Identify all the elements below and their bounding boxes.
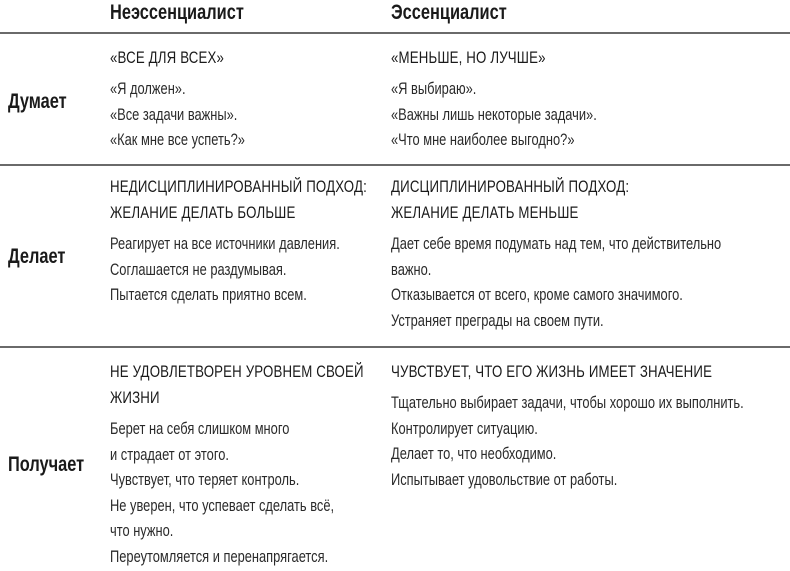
row-label-text: Думает xyxy=(8,90,67,113)
column-header-nonessentialist xyxy=(110,0,282,26)
cell-body xyxy=(391,391,771,493)
body-line: Контролирует ситуацию. xyxy=(391,419,538,438)
title-line: ДИСЦИПЛИНИРОВАННЫЙ ПОДХОД: xyxy=(391,177,630,196)
cell-title xyxy=(391,174,771,226)
body-line: Делает то, что необходимо. xyxy=(391,445,557,464)
cell-thinks-essentialist xyxy=(391,45,771,154)
row-label-text: Делает xyxy=(8,245,66,268)
row-divider xyxy=(0,346,790,348)
body-line: Устраняет преграды на своем пути. xyxy=(391,311,604,330)
body-line: важно. xyxy=(391,260,432,279)
body-line: Переутомляется и перенапрягается. xyxy=(110,547,329,566)
cell-body xyxy=(391,77,771,154)
body-line: что нужно. xyxy=(110,522,174,541)
row-label-does xyxy=(8,244,82,270)
body-line: «Я должен». xyxy=(110,80,186,98)
body-line: «Я выбираю». xyxy=(391,80,477,98)
cell-title xyxy=(391,45,771,71)
body-line: «Как мне все успеть?» xyxy=(110,131,245,150)
body-line: Соглашается не раздумывая. xyxy=(110,260,287,279)
body-line: Испытывает удовольствие от работы. xyxy=(391,470,618,489)
body-line: Не уверен, что успевает сделать всё, xyxy=(110,496,335,515)
body-line: «Что мне наиболее выгодно?» xyxy=(391,131,575,150)
title-line: НЕДИСЦИПЛИНИРОВАННЫЙ ПОДХОД: xyxy=(110,177,367,196)
cell-title xyxy=(391,359,771,385)
body-line: и страдает от этого. xyxy=(110,445,229,464)
title-line: ЖИЗНИ xyxy=(110,388,160,407)
body-line: «Все задачи важны». xyxy=(110,105,238,124)
body-line: Тщательно выбирает задачи, чтобы хорошо их выполнить. xyxy=(391,394,744,412)
body-line: Берет на себя слишком много xyxy=(110,420,290,438)
title-line: «МЕНЬШЕ, НО ЛУЧШЕ» xyxy=(391,48,546,67)
cell-gets-essentialist xyxy=(391,359,771,493)
header-divider xyxy=(0,32,790,34)
title-line: ЧУВСТВУЕТ, ЧТО ЕГО ЖИЗНЬ ИМЕЕТ ЗНАЧЕНИЕ xyxy=(391,362,713,381)
row-label-thinks xyxy=(8,89,83,115)
column-header-essentialist xyxy=(391,0,539,26)
body-line: Чувствует, что теряет контроль. xyxy=(110,471,300,490)
column-header-label: Эссенциалист xyxy=(391,1,507,24)
cell-body xyxy=(391,232,771,334)
row-label-gets xyxy=(8,452,106,478)
row-divider xyxy=(0,164,790,166)
title-line: НЕ УДОВЛЕТВОРЕН УРОВНЕМ СВОЕЙ xyxy=(110,362,364,381)
body-line: Отказывается от всего, кроме самого значимого. xyxy=(391,286,683,305)
cell-does-essentialist xyxy=(391,174,771,334)
body-line: Дает себе время подумать над тем, что действительно xyxy=(391,235,722,253)
title-line: ЖЕЛАНИЕ ДЕЛАТЬ БОЛЬШЕ xyxy=(110,203,296,222)
title-line: ЖЕЛАНИЕ ДЕЛАТЬ МЕНЬШЕ xyxy=(391,203,579,222)
body-line: «Важны лишь некоторые задачи». xyxy=(391,105,597,124)
title-line: «ВСЕ ДЛЯ ВСЕХ» xyxy=(110,48,225,67)
column-header-label: Неэссенциалист xyxy=(110,1,244,24)
body-line: Пытается сделать приятно всем. xyxy=(110,286,307,305)
row-label-text: Получает xyxy=(8,453,85,476)
body-line: Реагирует на все источники давления. xyxy=(110,235,340,253)
